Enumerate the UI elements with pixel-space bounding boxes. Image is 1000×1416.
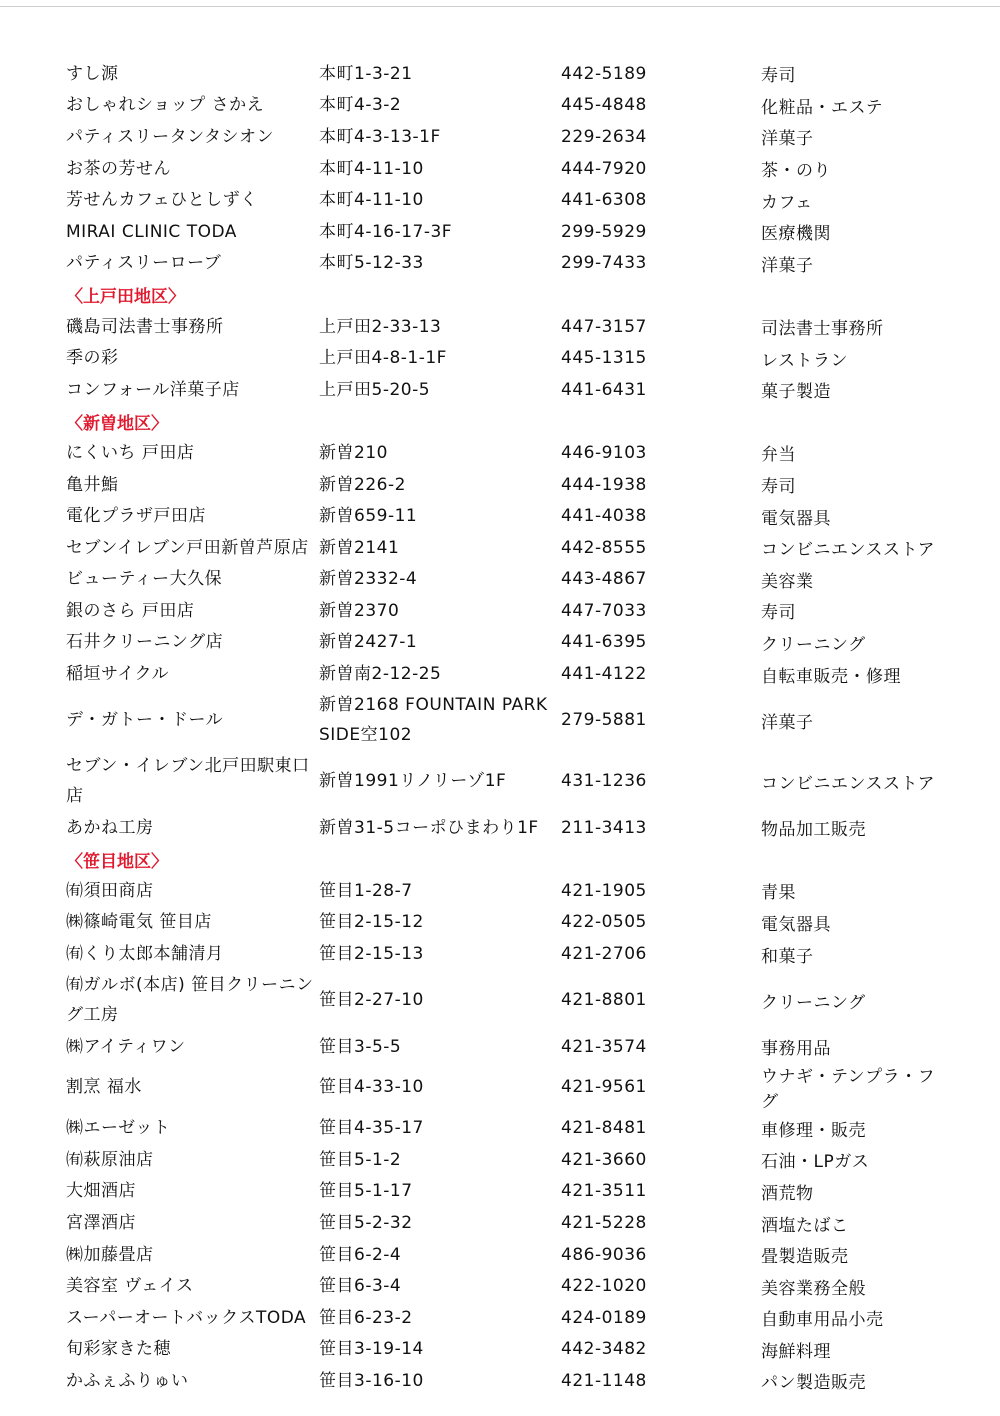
shop-category: 物品加工販売: [761, 820, 866, 841]
shop-category: 美容業: [761, 571, 814, 592]
shop-name: パティスリーローブ: [66, 253, 222, 274]
shop-name: お茶の芳せん: [66, 158, 171, 179]
shop-category: パン製造販売: [761, 1373, 866, 1394]
shop-category: ウナギ・テンプラ・フグ: [761, 1067, 936, 1113]
shop-category: クリーニング: [761, 992, 866, 1013]
shop-phone: 442-3482: [561, 1339, 647, 1360]
shop-category: 司法書士事務所: [761, 319, 884, 340]
district-heading: 〈新曽地区〉: [66, 413, 168, 434]
shop-name: ㈲ガルボ(本店) 笹目クリーニング工房: [66, 975, 314, 1026]
shop-address: 新曽2427-1: [319, 632, 418, 653]
shop-phone: 445-1315: [561, 348, 647, 369]
shop-name: コンフォール洋菓子店: [66, 379, 240, 400]
shop-name: ㈱アイティワン: [66, 1036, 186, 1057]
shop-phone: 447-7033: [561, 600, 647, 621]
shop-name: 芳せんカフェひとしずく: [66, 190, 258, 211]
shop-address: 笹目5-2-32: [319, 1213, 413, 1234]
shop-phone: 443-4867: [561, 569, 647, 590]
shop-name: 亀井鮨: [66, 474, 119, 495]
shop-phone: 444-1938: [561, 474, 647, 495]
shop-phone: 421-8481: [561, 1118, 647, 1139]
district-heading: 〈上戸田地区〉: [66, 287, 185, 308]
shop-name: 電化プラザ戸田店: [66, 506, 206, 527]
shop-phone: 424-0189: [561, 1307, 647, 1328]
shop-category: 海鮮料理: [761, 1341, 831, 1362]
shop-category: 電気器具: [761, 508, 831, 529]
shop-category: 石油・LPガス: [761, 1152, 870, 1173]
directory-row: [66, 1334, 946, 1366]
shop-name: あかね工房: [66, 817, 154, 838]
shop-category: 寿司: [761, 603, 796, 624]
shop-category: 事務用品: [761, 1039, 831, 1060]
shop-name: 割烹 福水: [66, 1077, 142, 1098]
shop-phone: 422-0505: [561, 912, 647, 933]
shop-phone: 431-1236: [561, 771, 647, 792]
directory-row: [66, 1031, 946, 1063]
district-heading: 〈笹目地区〉: [66, 851, 168, 872]
directory-row: [66, 1365, 946, 1397]
shop-phone: 299-7433: [561, 253, 647, 274]
directory-row: [66, 500, 946, 532]
shop-name: 稲垣サイクル: [66, 664, 169, 685]
shop-category: 洋菓子: [761, 129, 814, 150]
shop-phone: 442-5189: [561, 63, 647, 84]
directory-row: [66, 374, 946, 406]
shop-category: 洋菓子: [761, 255, 814, 276]
shop-phone: 421-3574: [561, 1036, 647, 1057]
directory-row: [66, 875, 946, 907]
shop-phone: 441-6395: [561, 632, 647, 653]
shop-name: 旬彩家きた穂: [66, 1339, 171, 1360]
shop-category: 医療機関: [761, 224, 831, 245]
directory-row: [66, 90, 946, 122]
shop-address: 新曽31-5コーポひまわり1F: [319, 817, 539, 838]
shop-name: セブン・イレブン北戸田駅東口店: [66, 756, 310, 807]
shop-phone: 445-4848: [561, 95, 647, 116]
shop-phone: 421-9561: [561, 1077, 647, 1098]
shop-name: デ・ガトー・ドール: [66, 710, 224, 731]
shop-name: にくいち 戸田店: [66, 442, 195, 463]
shop-address: 新曽2141: [319, 537, 400, 558]
directory-row: [66, 1302, 946, 1334]
shop-name: 季の彩: [66, 348, 119, 369]
shop-name: 石井クリーニング店: [66, 632, 224, 653]
directory-row: [66, 248, 946, 280]
directory-row: [66, 564, 946, 596]
shop-phone: 421-1905: [561, 880, 647, 901]
directory-row: [66, 938, 946, 970]
shop-name: ビューティー大久保: [66, 569, 223, 590]
shop-category: 茶・のり: [761, 161, 831, 182]
shop-address: 笹目3-16-10: [319, 1370, 424, 1391]
shop-phone: 446-9103: [561, 442, 647, 463]
shop-category: カフェ: [761, 192, 813, 213]
shop-phone: 444-7920: [561, 158, 647, 179]
directory-row: [66, 311, 946, 343]
shop-name: ㈱エーゼット: [66, 1118, 171, 1139]
shop-address: 新曽2370: [319, 600, 400, 621]
shop-address: 本町4-16-17-3F: [319, 221, 453, 242]
shop-address: 新曽659-11: [319, 506, 418, 527]
shop-address: 新曽226-2: [319, 474, 406, 495]
shop-address: 新曽1991リノリーゾ1F: [319, 771, 507, 792]
directory-row: [66, 216, 946, 248]
directory-row: [66, 1144, 946, 1176]
shop-name: セブンイレブン戸田新曽芦原店: [66, 537, 309, 558]
directory-row: [66, 1239, 946, 1271]
directory-row: [66, 658, 946, 690]
shop-phone: 442-8555: [561, 537, 647, 558]
shop-name: 銀のさら 戸田店: [66, 600, 195, 621]
directory-row: [66, 690, 946, 751]
shop-phone: 421-1148: [561, 1370, 647, 1391]
shop-name: ㈲萩原油店: [66, 1149, 154, 1170]
shop-phone: 279-5881: [561, 710, 647, 731]
shop-name: スーパーオートバックスTODA: [66, 1307, 307, 1328]
shop-phone: 299-5929: [561, 221, 647, 242]
shop-address: 新曽2332-4: [319, 569, 418, 590]
directory-row: [66, 751, 946, 812]
shop-name: 美容室 ヴェイス: [66, 1276, 194, 1297]
shop-category: 菓子製造: [761, 382, 831, 403]
shop-address: 上戸田5-20-5: [319, 379, 431, 400]
shop-phone: 421-8801: [561, 990, 647, 1011]
shop-phone: 421-3511: [561, 1181, 647, 1202]
directory-row: [66, 907, 946, 939]
shop-name: パティスリータンタシオン: [66, 126, 274, 147]
shop-address: 笹目6-23-2: [319, 1307, 413, 1328]
shop-phone: 422-1020: [561, 1276, 647, 1297]
shop-phone: 441-4122: [561, 664, 647, 685]
shop-address: 笹目5-1-2: [319, 1149, 402, 1170]
directory-row: [66, 1112, 946, 1144]
shop-address: 笹目6-3-4: [319, 1276, 402, 1297]
shop-phone: 441-6308: [561, 190, 647, 211]
shop-address: 新曽210: [319, 442, 388, 463]
shop-address: 笹目2-27-10: [319, 990, 424, 1011]
shop-address: 笹目2-15-13: [319, 944, 424, 965]
shop-category: コンビニエンスストア: [761, 540, 935, 561]
shop-name: ㈲須田商店: [66, 880, 154, 901]
top-border-line: [0, 6, 1000, 7]
directory-row: [66, 532, 946, 564]
shop-category: 酒塩たばこ: [761, 1215, 849, 1236]
shop-address: 笹目5-1-17: [319, 1181, 413, 1202]
shop-category: 美容業務全般: [761, 1278, 866, 1299]
shop-category: 和菓子: [761, 946, 814, 967]
shop-category: 畳製造販売: [761, 1247, 849, 1268]
shop-phone: 441-6431: [561, 379, 647, 400]
shop-address: 上戸田4-8-1-1F: [319, 348, 447, 369]
shop-name: 宮澤酒店: [66, 1213, 136, 1234]
shop-address: 本町4-11-10: [319, 158, 424, 179]
shop-directory-list: [66, 58, 946, 1397]
shop-category: 電気器具: [761, 914, 831, 935]
directory-row: [66, 469, 946, 501]
shop-phone: 421-2706: [561, 944, 647, 965]
shop-phone: 447-3157: [561, 316, 647, 337]
shop-address: 笹目2-15-12: [319, 912, 424, 933]
directory-row: [66, 121, 946, 153]
directory-row: [66, 437, 946, 469]
directory-row: [66, 812, 946, 844]
shop-address: 本町4-3-13-1F: [319, 126, 441, 147]
shop-address: 本町4-3-2: [319, 95, 402, 116]
shop-address: 本町1-3-21: [319, 63, 413, 84]
directory-row: [66, 627, 946, 659]
shop-name: かふぇふりゅい: [66, 1370, 189, 1391]
shop-category: 自動車用品小売: [761, 1310, 884, 1331]
shop-address: 笹目3-5-5: [319, 1036, 402, 1057]
shop-address: 笹目4-35-17: [319, 1118, 424, 1139]
directory-row: [66, 342, 946, 374]
directory-row: [66, 970, 946, 1031]
shop-category: 寿司: [761, 477, 796, 498]
shop-address: 新曽2168 FOUNTAIN PARK SIDE空102: [319, 695, 548, 746]
shop-phone: 421-3660: [561, 1149, 647, 1170]
shop-name: おしゃれショップ さかえ: [66, 95, 265, 116]
shop-category: 弁当: [761, 445, 796, 466]
shop-address: 本町5-12-33: [319, 253, 424, 274]
directory-row: [66, 1176, 946, 1208]
shop-category: コンビニエンスストア: [761, 773, 935, 794]
directory-row: [66, 1207, 946, 1239]
shop-phone: 421-5228: [561, 1213, 647, 1234]
shop-category: 酒荒物: [761, 1183, 814, 1204]
shop-category: 洋菓子: [761, 712, 814, 733]
shop-address: 上戸田2-33-13: [319, 316, 442, 337]
shop-phone: 211-3413: [561, 817, 647, 838]
shop-name: 磯島司法書士事務所: [66, 316, 224, 337]
shop-category: レストラン: [761, 350, 848, 371]
directory-row: [66, 184, 946, 216]
shop-address: 笹目6-2-4: [319, 1244, 402, 1265]
directory-row: [66, 1270, 946, 1302]
shop-category: 化粧品・エステ: [761, 97, 884, 118]
shop-phone: 229-2634: [561, 126, 647, 147]
shop-name: すし源: [66, 63, 119, 84]
directory-row: [66, 1062, 946, 1112]
directory-row: [66, 153, 946, 185]
directory-row: [66, 595, 946, 627]
shop-name: 大畑酒店: [66, 1181, 136, 1202]
shop-phone: 441-4038: [561, 506, 647, 527]
shop-name: ㈱加藤畳店: [66, 1244, 154, 1265]
shop-address: 本町4-11-10: [319, 190, 424, 211]
shop-phone: 486-9036: [561, 1244, 647, 1265]
shop-name: MIRAI CLINIC TODA: [66, 221, 237, 242]
shop-category: 車修理・販売: [761, 1120, 866, 1141]
shop-category: 青果: [761, 883, 796, 904]
shop-address: 笹目1-28-7: [319, 880, 413, 901]
shop-category: 自転車販売・修理: [761, 666, 901, 687]
shop-name: ㈱篠崎電気 笹目店: [66, 912, 212, 933]
directory-row: [66, 58, 946, 90]
shop-address: 新曽南2-12-25: [319, 664, 442, 685]
shop-address: 笹目3-19-14: [319, 1339, 424, 1360]
shop-category: 寿司: [761, 66, 796, 87]
shop-address: 笹目4-33-10: [319, 1077, 424, 1098]
shop-name: ㈲くり太郎本舗清月: [66, 944, 224, 965]
shop-category: クリーニング: [761, 634, 866, 655]
